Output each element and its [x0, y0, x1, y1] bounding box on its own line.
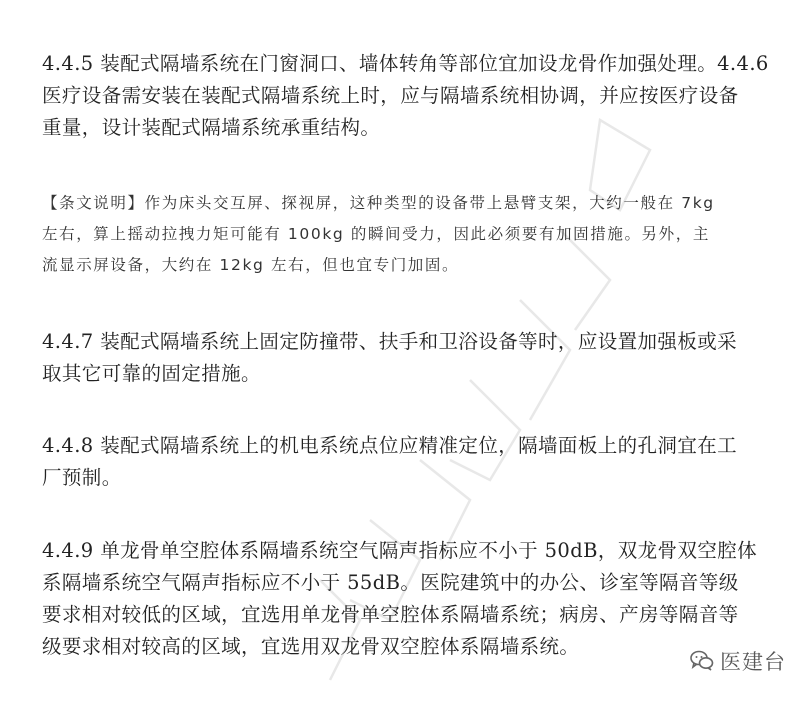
text-line: 流显示屏设备，大约在 12kg 左右，但也宜专门加固。	[42, 256, 460, 274]
text-line: 厂预制。	[42, 466, 122, 489]
brand-watermark	[690, 646, 786, 676]
text-line: 4.4.8 装配式隔墙系统上的机电系统点位应精准定位，隔墙面板上的孔洞宜在工	[42, 434, 738, 457]
clause-4-4-7	[42, 326, 764, 390]
text-line: 4.4.7 装配式隔墙系统上固定防撞带、扶手和卫浴设备等时，应设置加强板或采	[42, 330, 738, 353]
text-line: 医疗设备需安装在装配式隔墙系统上时，应与隔墙系统相协调，并应按医疗设备	[42, 84, 739, 107]
text-line: 系隔墙系统空气隔声指标应不小于 55dB。医院建筑中的办公、诊室等隔音等级	[42, 571, 739, 594]
text-line: 要求相对较低的区域，宜选用单龙骨单空腔体系隔墙系统；病房、产房等隔音等	[42, 603, 739, 626]
text-line: 级要求相对较高的区域，宜选用双龙骨双空腔体系隔墙系统。	[42, 635, 580, 658]
brand-name: 医建台	[720, 650, 786, 674]
text-line: 4.4.5 装配式隔墙系统在门窗洞口、墙体转角等部位宜加设龙骨作加强处理。4.4.6	[42, 52, 769, 75]
text-line: 【条文说明】作为床头交互屏、探视屏，这种类型的设备带上悬臂支架，大约一般在 7kg	[42, 194, 715, 212]
text-line: 重量，设计装配式隔墙系统承重结构。	[42, 116, 381, 139]
wechat-icon	[690, 650, 714, 672]
clause-4-4-5-4-4-6	[42, 48, 769, 144]
text-line: 左右，算上摇动拉拽力矩可能有 100kg 的瞬间受力，因此必须要有加固措施。另外，主	[42, 225, 710, 243]
clause-explanation-note	[42, 188, 764, 281]
clause-4-4-9	[42, 535, 764, 663]
text-line: 4.4.9 单龙骨单空腔体系隔墙系统空气隔声指标应不小于 50dB，双龙骨双空腔体	[42, 539, 758, 562]
text-line: 取其它可靠的固定措施。	[42, 362, 261, 385]
clause-4-4-8	[42, 430, 764, 494]
